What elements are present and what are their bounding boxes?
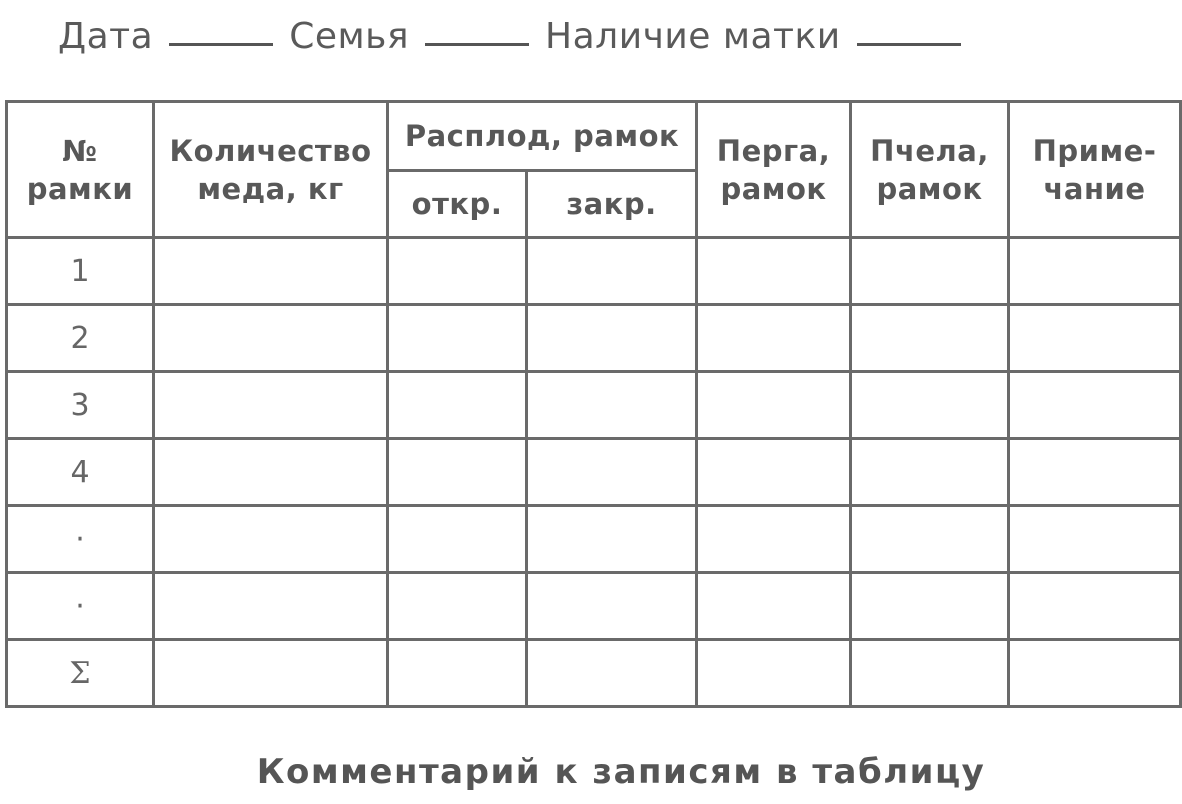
- brood-open-cell[interactable]: [388, 506, 527, 573]
- family-blank-line[interactable]: [425, 42, 529, 46]
- row-number-cell: ·: [7, 573, 154, 640]
- queen-field: [545, 16, 961, 57]
- honey-cell[interactable]: [154, 573, 388, 640]
- row-number-cell: 3: [7, 372, 154, 439]
- honey-cell[interactable]: [154, 305, 388, 372]
- brood-sealed-cell[interactable]: [527, 640, 697, 707]
- perga-cell[interactable]: [697, 372, 851, 439]
- brood-sealed-cell[interactable]: [527, 372, 697, 439]
- row-number-cell: 4: [7, 439, 154, 506]
- note-cell[interactable]: [1009, 305, 1181, 372]
- bees-cell[interactable]: [851, 238, 1009, 305]
- note-cell[interactable]: [1009, 372, 1181, 439]
- frame-inspection-table: [5, 100, 1182, 708]
- brood-open-cell[interactable]: [388, 305, 527, 372]
- brood-open-cell[interactable]: [388, 573, 527, 640]
- note-cell[interactable]: [1009, 573, 1181, 640]
- bees-cell[interactable]: [851, 573, 1009, 640]
- honey-cell[interactable]: [154, 506, 388, 573]
- row-number-cell: 1: [7, 238, 154, 305]
- header-frame-number: № рамки: [7, 102, 154, 238]
- row-number-cell: Σ: [7, 640, 154, 707]
- note-cell[interactable]: [1009, 506, 1181, 573]
- queen-label: Наличие матки: [545, 16, 841, 57]
- brood-sealed-cell[interactable]: [527, 573, 697, 640]
- honey-cell[interactable]: [154, 238, 388, 305]
- honey-cell[interactable]: [154, 439, 388, 506]
- bees-cell[interactable]: [851, 305, 1009, 372]
- row-number-cell: ·: [7, 506, 154, 573]
- brood-open-cell[interactable]: [388, 439, 527, 506]
- comment-title: Комментарий к записям в таблицу: [256, 752, 986, 792]
- table-row: [7, 372, 1181, 439]
- brood-open-cell[interactable]: [388, 238, 527, 305]
- perga-cell[interactable]: [697, 238, 851, 305]
- note-cell[interactable]: [1009, 238, 1181, 305]
- header-brood-sealed: закр.: [527, 171, 697, 238]
- brood-sealed-cell[interactable]: [527, 506, 697, 573]
- date-blank-line[interactable]: [169, 42, 273, 46]
- table-row: [7, 305, 1181, 372]
- queen-blank-line[interactable]: [857, 42, 961, 46]
- honey-cell[interactable]: [154, 372, 388, 439]
- brood-open-cell[interactable]: [388, 372, 527, 439]
- header-brood: Расплод, рамок: [388, 102, 697, 171]
- table-row: [7, 439, 1181, 506]
- brood-sealed-cell[interactable]: [527, 238, 697, 305]
- perga-cell[interactable]: [697, 640, 851, 707]
- bees-cell[interactable]: [851, 372, 1009, 439]
- perga-cell[interactable]: [697, 573, 851, 640]
- table-row: [7, 573, 1181, 640]
- table-body: [7, 238, 1181, 707]
- bees-cell[interactable]: [851, 439, 1009, 506]
- note-cell[interactable]: [1009, 439, 1181, 506]
- family-label: Семья: [289, 16, 410, 57]
- header-honey-amount: Количество меда, кг: [154, 102, 388, 238]
- family-field: [289, 16, 545, 57]
- bees-cell[interactable]: [851, 506, 1009, 573]
- date-label: Дата: [58, 16, 154, 57]
- row-number-cell: 2: [7, 305, 154, 372]
- brood-sealed-cell[interactable]: [527, 439, 697, 506]
- brood-sealed-cell[interactable]: [527, 305, 697, 372]
- header-note: Приме- чание: [1009, 102, 1181, 238]
- table-row: [7, 640, 1181, 707]
- perga-cell[interactable]: [697, 506, 851, 573]
- honey-cell[interactable]: [154, 640, 388, 707]
- header-brood-open: откр.: [388, 171, 527, 238]
- bees-cell[interactable]: [851, 640, 1009, 707]
- table-row: [7, 238, 1181, 305]
- header-perga: Перга, рамок: [697, 102, 851, 238]
- form-header: [58, 16, 961, 57]
- table-row: [7, 506, 1181, 573]
- perga-cell[interactable]: [697, 305, 851, 372]
- perga-cell[interactable]: [697, 439, 851, 506]
- header-bees: Пчела, рамок: [851, 102, 1009, 238]
- date-field: [58, 16, 289, 57]
- note-cell[interactable]: [1009, 640, 1181, 707]
- brood-open-cell[interactable]: [388, 640, 527, 707]
